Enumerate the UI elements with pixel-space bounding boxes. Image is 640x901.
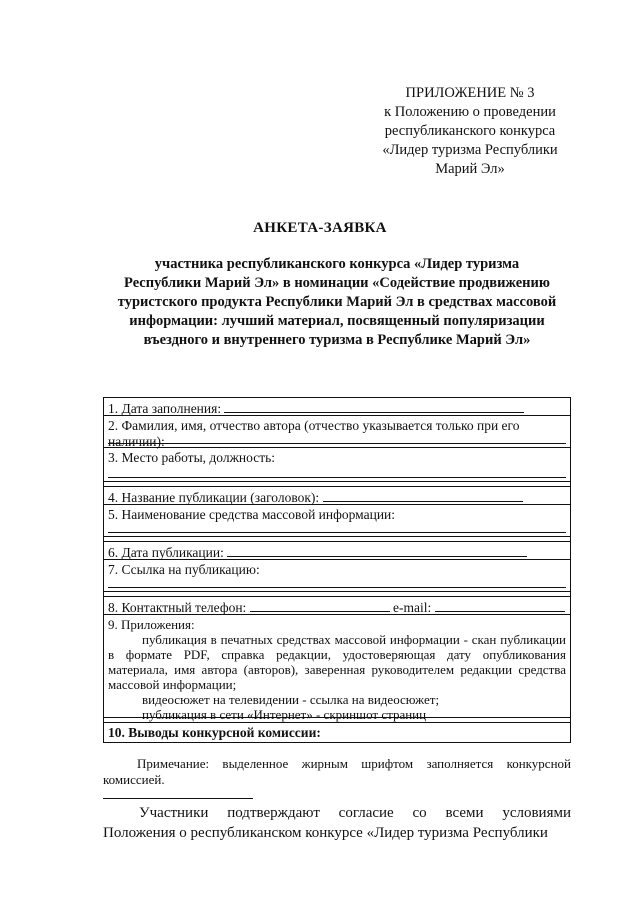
field-publication-date[interactable] (104, 542, 570, 560)
appendix-line: к Положению о проведении (384, 104, 556, 120)
fill-line (108, 477, 566, 478)
field-label: 4. Название публикации (заголовок): (108, 490, 320, 505)
field-publication-title[interactable] (104, 487, 570, 505)
field-label: 8. Контактный телефон: (108, 600, 247, 615)
appendix-header (370, 84, 570, 179)
subtitle-line: участника республиканского конкурса «Лидер туризма (154, 256, 520, 272)
fill-line (108, 532, 566, 533)
field-label: 3. Место работы, должность: (108, 450, 276, 465)
fill-line (108, 587, 566, 588)
appendix-line: «Лидер туризма Республики (382, 142, 558, 158)
field-label: 6. Дата публикации: (108, 545, 224, 560)
document-subtitle (102, 255, 572, 350)
document-title: АНКЕТА-ЗАЯВКА (253, 220, 387, 236)
phone-fill-line (250, 599, 390, 612)
footnote-divider (103, 798, 253, 799)
field-label: 1. Дата заполнения: (108, 401, 222, 416)
field-label: 7. Ссылка на публикацию: (108, 562, 260, 577)
field-commission-conclusions (104, 723, 570, 742)
attachment-item: публикация в печатных средствах массовой информации - скан публикации в формате PDF, справка редакции, удостоверяющая дату опубликования материала, имя автора (авторов), заверенная руководителем редакции средства массовой информации; (108, 632, 566, 692)
appendix-line: республиканского конкурса (384, 123, 556, 139)
fill-line (227, 544, 527, 557)
field-contacts[interactable] (104, 597, 570, 615)
footnote-note: Примечание: выделенное жирным шрифтом заполняется конкурсной комиссией. (103, 756, 571, 787)
field-media-name[interactable] (104, 505, 570, 537)
subtitle-line: информации: лучший материал, посвященный популяризации (129, 313, 545, 329)
appendix-line: Марий Эл» (435, 161, 505, 177)
attachment-item: видеосюжет на телевидении - ссылка на видеосюжет; (142, 692, 440, 707)
field-publication-link[interactable] (104, 560, 570, 592)
fill-line (108, 443, 566, 444)
field-author-name[interactable] (104, 416, 570, 448)
field-label: 10. Выводы конкурсной комиссии: (108, 725, 321, 740)
field-label: 5. Наименование средства массовой информации: (108, 507, 396, 522)
application-form-table (103, 397, 571, 743)
subtitle-line: туристского продукта Республики Марий Эл в средствах массовой (117, 294, 557, 310)
subtitle-line: Республики Марий Эл» в номинации «Содействие продвижению (124, 275, 550, 291)
fill-line (323, 489, 523, 502)
consent-text: Участники подтверждают согласие со всеми условиями Положения о республиканском конкурсе «Лидер туризма Республики (103, 805, 571, 841)
field-label: 9. Приложения: (108, 617, 195, 632)
field-label: 2. Фамилия, имя, отчество автора (отчество указывается только при его наличии): (108, 418, 520, 449)
fill-line (224, 400, 524, 413)
field-workplace[interactable] (104, 448, 570, 482)
field-fill-date[interactable] (104, 398, 570, 416)
appendix-number: ПРИЛОЖЕНИЕ № 3 (405, 85, 535, 101)
email-label: e-mail: (393, 600, 432, 615)
attachment-item: публикация в сети «Интернет» - скриншот страниц (142, 707, 427, 722)
subtitle-line: въездного и внутреннего туризма в Республике Марий Эл» (143, 332, 531, 348)
field-attachments (104, 615, 570, 722)
email-fill-line (435, 599, 565, 612)
